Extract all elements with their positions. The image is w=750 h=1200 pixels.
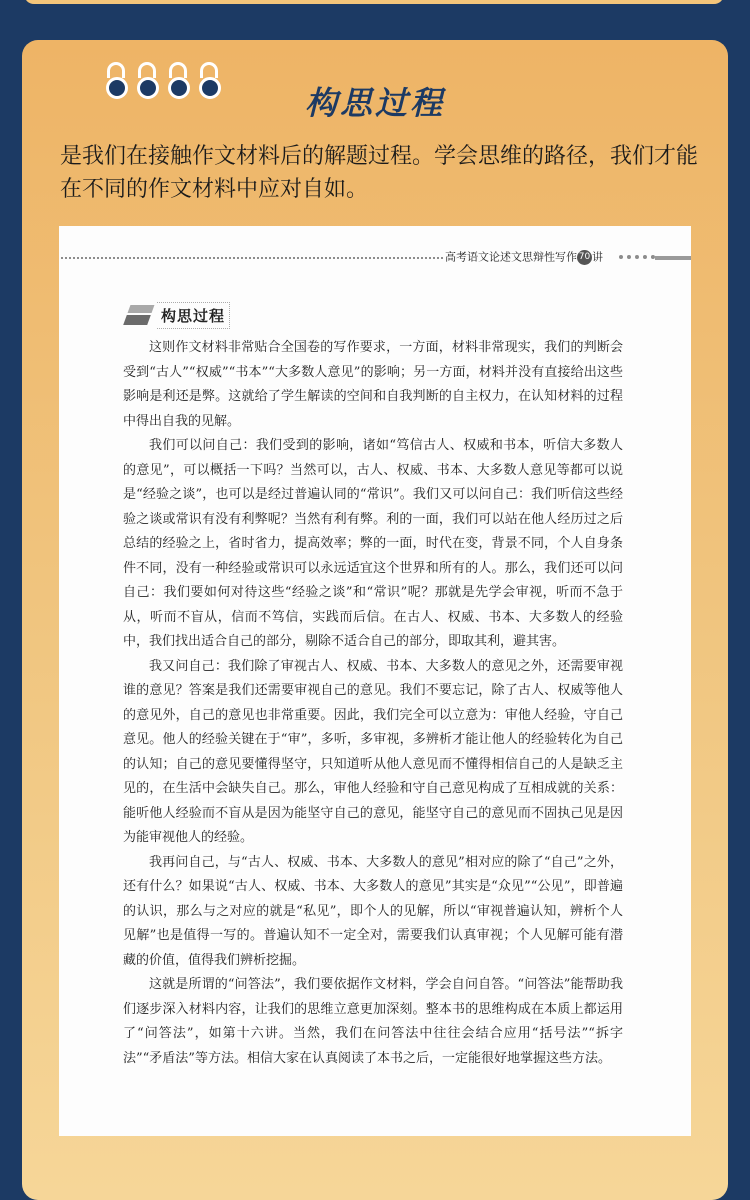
running-head-title: 高考语文论述文思辩性写作 [445, 250, 577, 264]
body-paragraph: 这就是所谓的“问答法”，我们要依据作文材料，学会自问自答。“问答法”能帮助我们逐步深入材料内容，让我们的思维立意更加深刻。整本书的思维构成在本质上都运用了“问答法”，如第十六讲。当然，我们在问答法中往往会结合应用“括号法”“拆字法”“矛盾法”等方法。相信大家在认真阅读了本书之后，一定能很好地掌握这些方法。 [123, 977, 623, 1066]
section-intro: 是我们在接触作文材料后的解题过程。学会思维的路径，我们才能在不同的作文材料中应对自如。 [60, 144, 699, 202]
heading-marker-icon [123, 302, 155, 328]
body-paragraph: 我又问自己：我们除了审视古人、权威、书本、大多数人的意见之外，还需要审视谁的意见？答案是我们还需要审视自己的意见。我们不要忘记，除了古人、权威等他人的意见外，自己的意见也非常重要。因此，我们完全可以立意为：审他人经验，守自己意见。他人的经验关键在于“审”，多听，多审视，多辨析才能让他人的经验转化为自己的认知；自己的意见要懂得坚守，只知道听从他人意见而不懂得相信自己的人是缺乏主见的，在生活中会缺失自己。那么，审他人经验和守自己意见构成了互相成就的关系：能听他人经验而不盲从是因为能坚守自己的意见，能坚守自己的意见而不固执己见是因为能审视他人的经验。 [123, 658, 623, 845]
running-head-suffix: 讲 [592, 250, 603, 264]
running-head-bar [655, 256, 691, 260]
page-body [123, 336, 623, 1071]
body-paragraph: 我再问自己，与“古人、权威、书本、大多数人的意见”相对应的除了“自己”之外，还有什么？如果说“古人、权威、书本、大多数人的意见”其实是“众见”“公见”，即普遍的认识，那么与之对应的就是“私见”，即个人的见解，所以“审视普遍认知，辨析个人见解”也是值得一写的。普遍认知不一定全对，需要我们认真审视；个人见解可能有潜藏的价值，值得我们辨析挖掘。 [123, 854, 623, 968]
book-page-image [59, 226, 691, 1136]
body-paragraph: 我们可以问自己：我们受到的影响，诸如“笃信古人、权威和书本，听信大多数人的意见”，可以概括一下吗？当然可以，古人、权威、书本、大多数人意见等都可以说是“经验之谈”，也可以是经过普遍认同的“常识”。我们又可以问自己：我们听信这些经验之谈或常识有没有利弊呢？当然有利有弊。利的一面，我们可以站在他人经历过之后总结的经验之上，省时省力，提高效率；弊的一面，时代在变，背景不同，个人自身条件不同，没有一种经验或常识可以永远适宜这个世界和所有的人。那么，我们还可以问自己：我们要如何对待这些“经验之谈”和“常识”呢？那就是先学会审视，听而不急于从，听而不盲从，信而不笃信，实践而后信。在古人、权威、书本、大多数人的经验中，我们找出适合自己的部分，剔除不适合自己的部分，即取其利，避其害。 [123, 438, 623, 649]
running-head-text [445, 250, 603, 265]
page-section-heading-text: 构思过程 [157, 302, 230, 329]
section-title: 构思过程 [304, 84, 445, 122]
page-section-heading [123, 302, 230, 328]
body-paragraph: 这则作文材料非常贴合全国卷的写作要求，一方面，材料非常现实，我们的判断会受到“古人”“权威”“书本”“大多数人意见”的影响；另一方面，材料并没有直接给出这些影响是利还是弊。这就给了学生解读的空间和自我判断的自主权力，在认知材料的过程中得出自我的见解。 [123, 340, 623, 429]
running-head [59, 250, 691, 264]
top-card-edge [24, 0, 724, 4]
running-head-dots [61, 257, 443, 259]
running-head-tail-dots [619, 255, 655, 259]
lecture-number-badge: 70 [577, 250, 592, 265]
